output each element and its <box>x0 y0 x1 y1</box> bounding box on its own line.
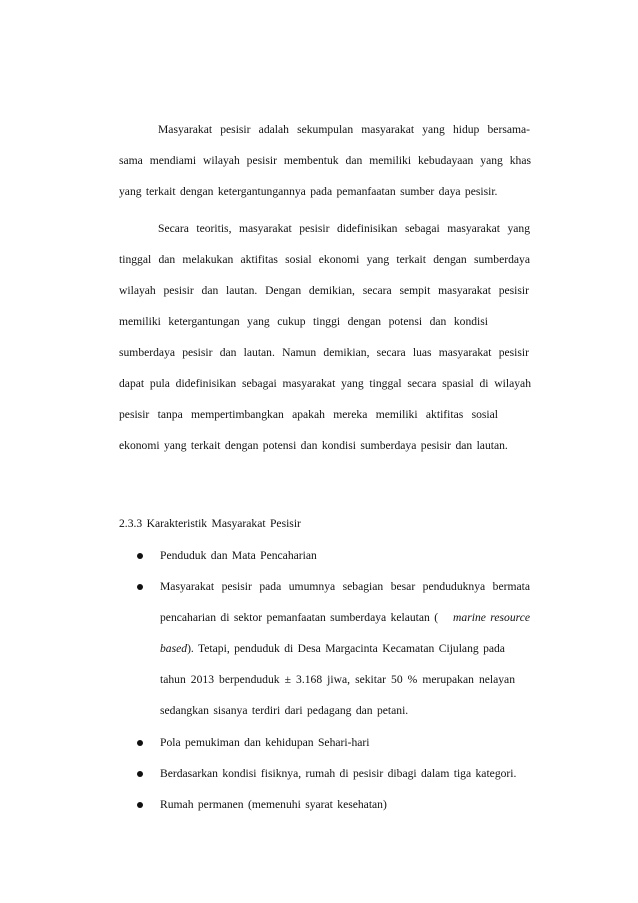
list-item-text-segment: pencaharian di sektor pemanfaatan sumberdaya kelautan ( <box>160 611 439 624</box>
bullet-icon <box>137 740 143 746</box>
bullet-icon <box>137 802 143 808</box>
section-heading: 2.3.3 Karakteristik Masyarakat Pesisir <box>119 517 301 530</box>
paragraph-1-line-1: Masyarakat pesisir adalah sekumpulan masyarakat yang hidup bersama- <box>158 123 530 136</box>
bullet-icon <box>137 771 143 777</box>
list-item-text: Penduduk dan Mata Pencaharian <box>160 549 317 562</box>
list-item-text-line-5: sedangkan sisanya terdiri dari pedagang dan petani. <box>160 704 409 717</box>
paragraph-2-line-1: Secara teoritis, masyarakat pesisir didefinisikan sebagai masyarakat yang <box>158 222 530 235</box>
paragraph-2-line-3: wilayah pesisir dan lautan. Dengan demikian, secara sempit masyarakat pesisir <box>119 284 529 297</box>
paragraph-1-line-2: sama mendiami wilayah pesisir membentuk dan memiliki kebudayaan yang khas <box>119 154 531 167</box>
paragraph-2-line-4: memiliki ketergantungan yang cukup tinggi dengan potensi dan kondisi <box>119 315 488 328</box>
bullet-icon <box>137 584 143 590</box>
list-item-text-line-3 <box>160 642 505 656</box>
paragraph-2-line-5: sumberdaya pesisir dan lautan. Namun demikian, secara luas masyarakat pesisir <box>119 346 529 359</box>
list-item-text: Masyarakat pesisir pada umumnya sebagian besar penduduknya bermata <box>160 580 530 593</box>
list-item-text: Rumah permanen (memenuhi syarat kesehatan) <box>160 798 387 811</box>
italic-term: marine resource <box>453 611 530 624</box>
paragraph-2-line-2: tinggal dan melakukan aktifitas sosial ekonomi yang terkait dengan sumberdaya <box>119 253 530 266</box>
paragraph-2-line-7: pesisir tanpa mempertimbangkan apakah mereka memiliki aktifitas sosial <box>119 408 498 421</box>
paragraph-2-line-6: dapat pula didefinisikan sebagai masyarakat yang tinggal secara spasial di wilayah <box>119 377 531 390</box>
bullet-icon <box>137 553 143 559</box>
list-item-text: Berdasarkan kondisi fisiknya, rumah di pesisir dibagi dalam tiga kategori. <box>160 767 517 780</box>
list-item-text-line-4: tahun 2013 berpenduduk ± 3.168 jiwa, sekitar 50 % merupakan nelayan <box>160 673 515 686</box>
paragraph-1-line-3: yang terkait dengan ketergantungannya pada pemanfaatan sumber daya pesisir. <box>119 185 498 198</box>
paragraph-2-line-8: ekonomi yang terkait dengan potensi dan kondisi sumberdaya pesisir dan lautan. <box>119 439 508 452</box>
italic-term: based <box>160 642 188 655</box>
list-item-text: Pola pemukiman dan kehidupan Sehari-hari <box>160 736 370 749</box>
list-item-text-line-2 <box>160 611 530 625</box>
list-item-text-segment: ). Tetapi, penduduk di Desa Margacinta Kecamatan Cijulang pada <box>187 642 505 655</box>
